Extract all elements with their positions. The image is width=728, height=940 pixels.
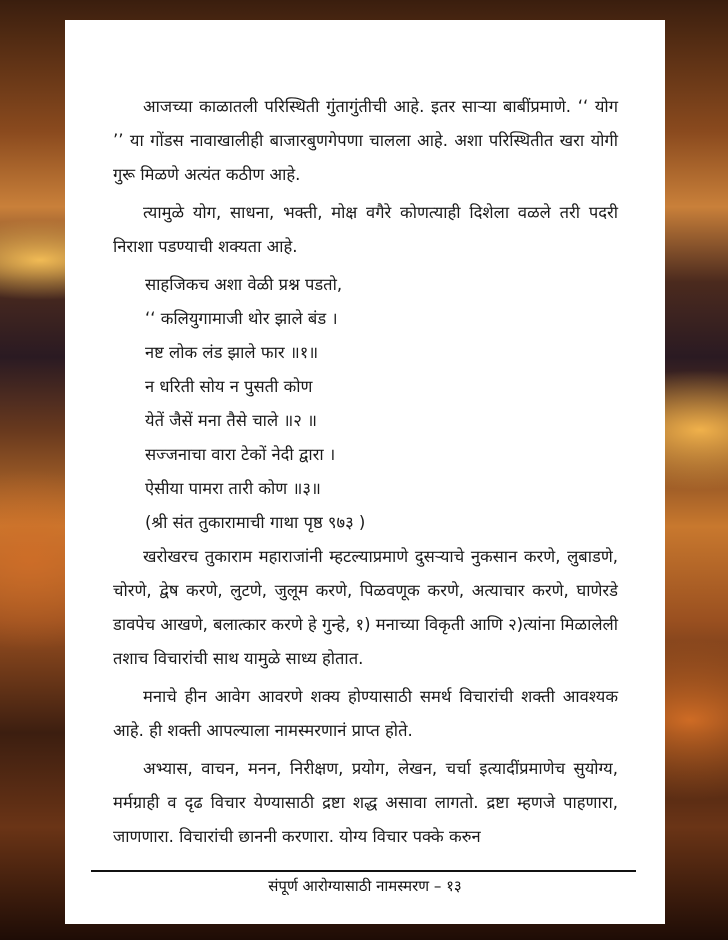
verse-citation: (श्री संत तुकारामाची गाथा पृष्ठ ९७३ )	[145, 513, 366, 532]
verse-line: येतें जैसें मना तैसे चाले ॥२ ॥	[145, 411, 317, 430]
verse-block	[113, 268, 618, 540]
verse-line: सज्जनाचा वारा टेकों नेदी द्वारा ।	[145, 445, 336, 464]
verse-line: न धरिती सोय न पुसती कोण	[145, 377, 313, 396]
paragraph: खरोखरच तुकाराम महाराजांनी म्हटल्याप्रमाणे दुसऱ्याचे नुकसान करणे, लुबाडणे, चोरणे, द्वेष करणे, लुटणे, जुलूम करणे, पिळवणूक करणे, अत्याचार करणे, घाणेरडे डावपेच आखणे, बलात्कार करणे हे गुन्हे, १) मनाच्या विकृती आणि २)त्यांना मिळालेली तशाच विचारांची साथ यामुळे साध्य होतात.	[113, 547, 618, 668]
verse-line: ऐसीया पामरा तारी कोण ॥३॥	[145, 479, 321, 498]
page-footer: संपूर्ण आरोग्यासाठी नामस्मरण – १३	[268, 877, 462, 895]
verse-line: ‘‘ कलियुगामाजी थोर झाले बंड ।	[145, 309, 338, 328]
page-body	[113, 90, 618, 858]
paragraph: मनाचे हीन आवेग आवरणे शक्य होण्यासाठी समर्थ विचारांची शक्ती आवश्यक आहे. ही शक्ती आपल्याला नामस्मरणानं प्राप्त होते.	[113, 687, 618, 740]
verse-line: साहजिकच अशा वेळी प्रश्न पडतो,	[145, 275, 343, 294]
footer-divider	[91, 870, 636, 872]
book-page	[65, 20, 665, 924]
paragraph: अभ्यास, वाचन, मनन, निरीक्षण, प्रयोग, लेखन, चर्चा इत्यादींप्रमाणेच सुयोग्य, मर्मग्राही व दृढ विचार येण्यासाठी द्रष्टा शद्ध असावा लागतो. द्रष्टा म्हणजे पाहणारा, जाणणारा. विचारांची छाननी करणारा. योग्य विचार पक्के करुन	[113, 759, 618, 846]
paragraph: त्यामुळे योग, साधना, भक्ती, मोक्ष वगैरे कोणत्याही दिशेला वळले तरी पदरी निराशा पडण्याची शक्यता आहे.	[113, 203, 618, 256]
paragraph: आजच्या काळातली परिस्थिती गुंतागुंतीची आहे. इतर साऱ्या बाबींप्रमाणे. ‘‘ योग ’’ या गोंडस नावाखालीही बाजारबुणगेपणा चालला आहे. अशा परिस्थितीत खरा योगी गुरू मिळणे अत्यंत कठीण आहे.	[113, 97, 618, 184]
verse-line: नष्ट लोक लंड झाले फार ॥१॥	[145, 343, 319, 362]
